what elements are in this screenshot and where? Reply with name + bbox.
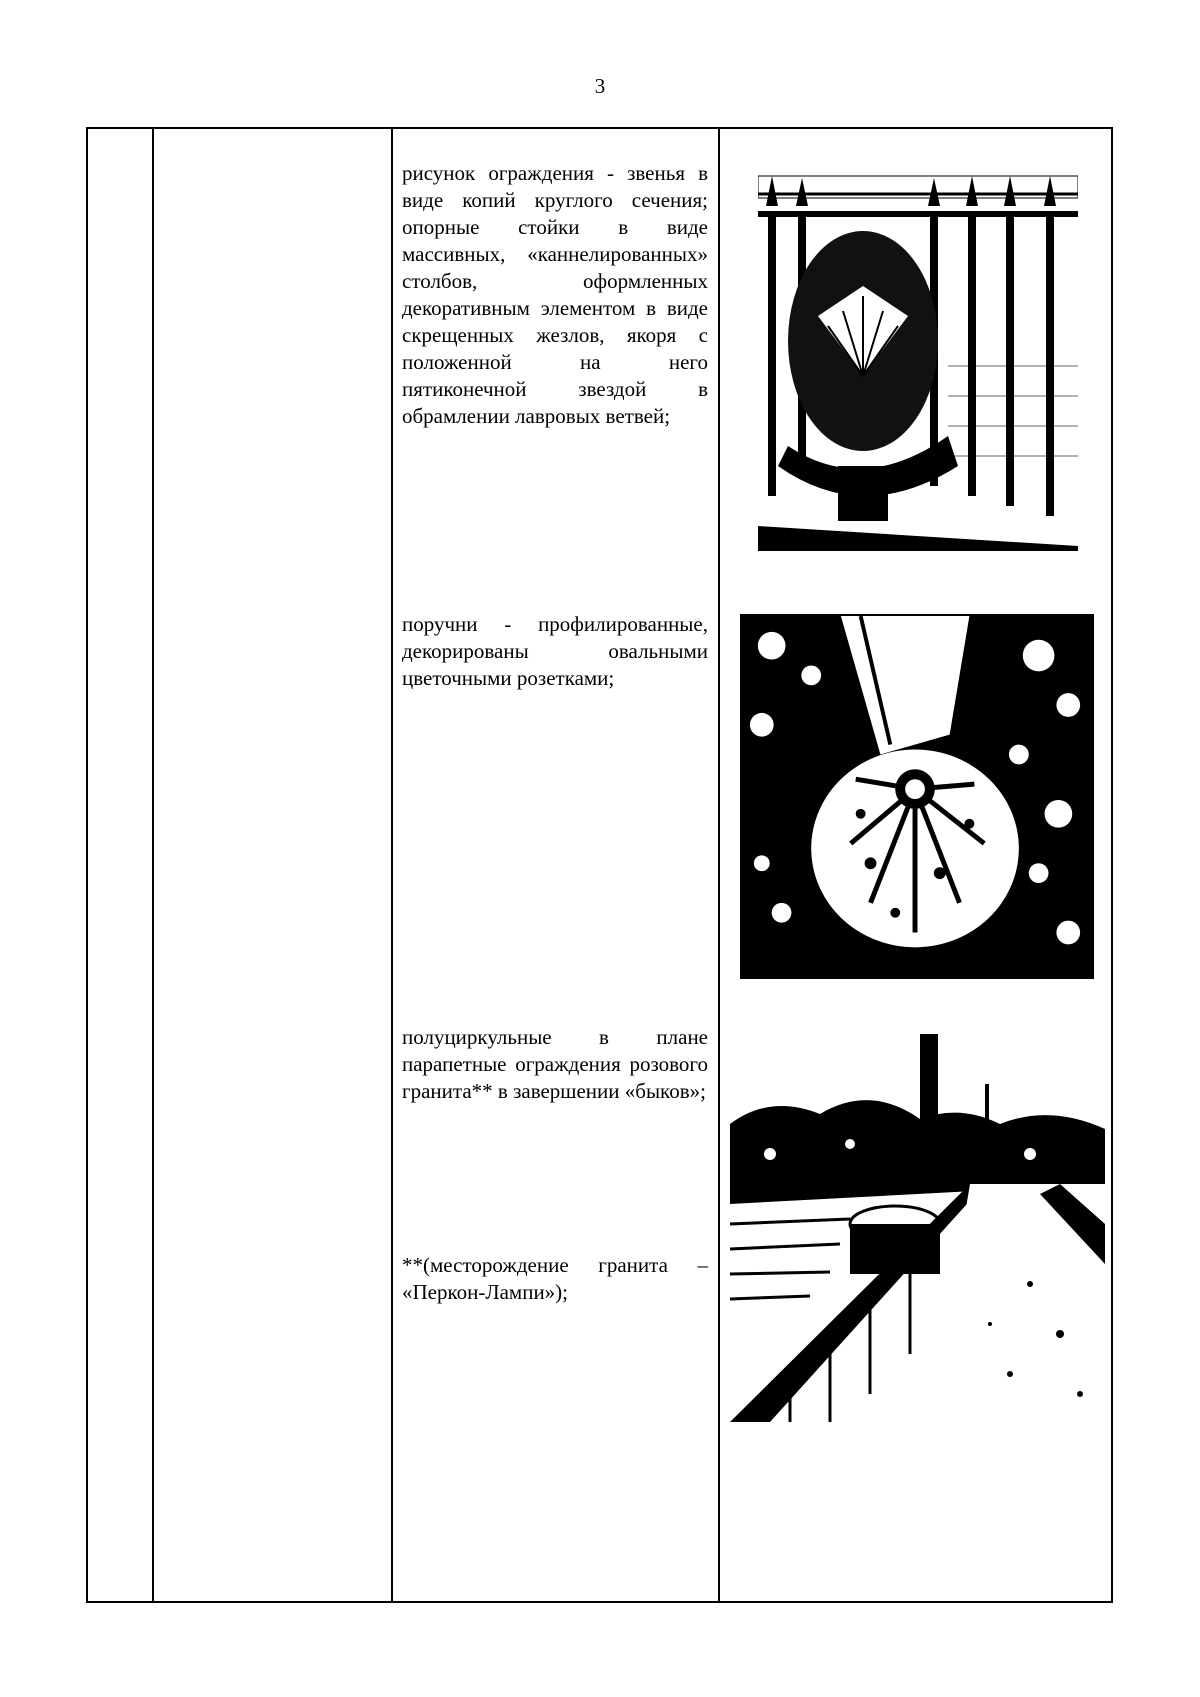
row3-description: полуциркульные в плане парапетные ограждения розового гранита** в завершении «быков»; — [402, 1025, 708, 1103]
page-number: 3 — [594, 74, 606, 98]
handrail-rosette-photo — [740, 614, 1094, 979]
row3-footnote: **(месторождение гранита – «Перкон-Лампи»); — [402, 1253, 708, 1304]
row1-description: рисунок ограждения - звенья в виде копий круглого сечения; опорные стойки в виде массивных, «каннелированных» столбов, оформленных декоративным элементом в виде скрещенных жезлов, якоря с положенной на него пятиконечной звездой в обрамлении лавровых ветвей; — [402, 161, 708, 428]
granite-parapet-photo — [730, 1034, 1105, 1422]
railing-emblem-photo — [758, 166, 1078, 551]
column-divider-1 — [152, 129, 154, 1601]
column-divider-2 — [391, 129, 393, 1601]
column-divider-3 — [718, 129, 720, 1601]
row2-description: поручни - профилированные, декорированы овальными цветочными розетками; — [402, 612, 708, 690]
